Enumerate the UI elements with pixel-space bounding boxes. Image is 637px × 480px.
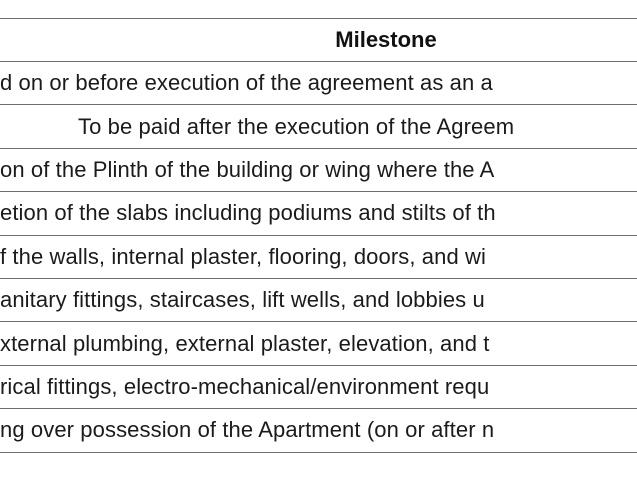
milestone-cell: anitary fittings, staircases, lift wells, and lobbies u: [0, 278, 637, 321]
milestone-table: [0, 18, 637, 453]
table-header-row: [0, 19, 637, 62]
table-row: [0, 365, 637, 408]
milestone-cell: f the walls, internal plaster, flooring, doors, and wi: [0, 235, 637, 278]
milestone-cell: To be paid after the execution of the Agreem: [0, 105, 637, 148]
table-row: [0, 278, 637, 321]
table-row: [0, 62, 637, 105]
table-row: [0, 148, 637, 191]
table-row: [0, 105, 637, 148]
table-row: [0, 409, 637, 452]
milestone-cell: etion of the slabs including podiums and stilts of th: [0, 192, 637, 235]
table-row: [0, 235, 637, 278]
milestone-column-header: Milestone: [0, 19, 637, 62]
milestone-cell: xternal plumbing, external plaster, elevation, and t: [0, 322, 637, 365]
milestone-cell: rical fittings, electro-mechanical/environment requ: [0, 365, 637, 408]
milestone-cell: on of the Plinth of the building or wing where the A: [0, 148, 637, 191]
milestone-cell: d on or before execution of the agreement as an a: [0, 62, 637, 105]
table-row: [0, 322, 637, 365]
milestone-cell: ng over possession of the Apartment (on or after n: [0, 409, 637, 452]
table-row: [0, 192, 637, 235]
